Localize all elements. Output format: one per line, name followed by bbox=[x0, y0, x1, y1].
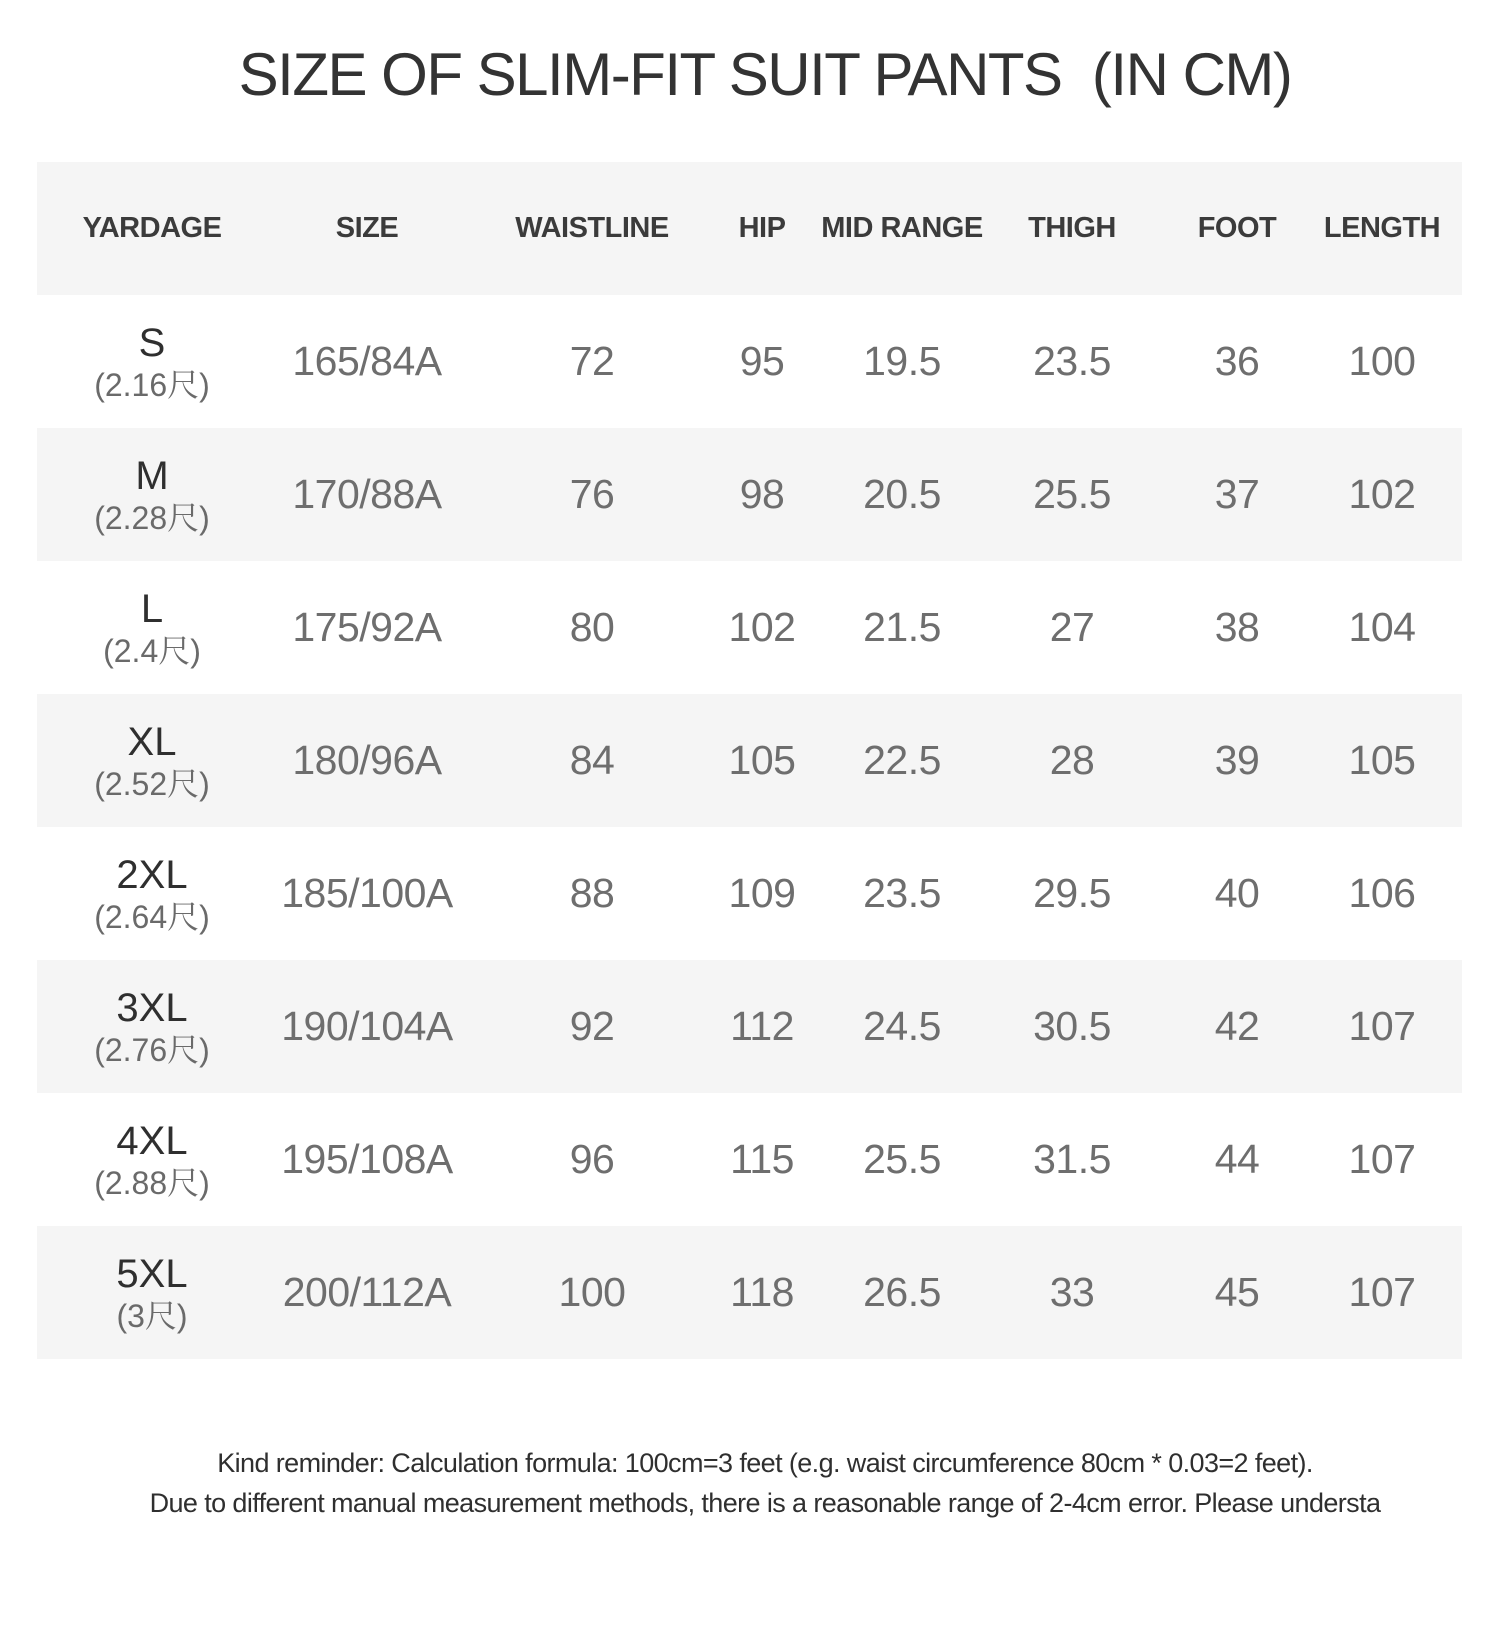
yardage-chi-measure: (2.76尺) bbox=[94, 1031, 210, 1068]
header-thigh: THIGH bbox=[1028, 212, 1116, 244]
cell-mid-range: 24.5 bbox=[863, 1003, 941, 1049]
cell-thigh: 29.5 bbox=[1033, 870, 1111, 916]
cell-thigh: 30.5 bbox=[1033, 1003, 1111, 1049]
cell-yardage bbox=[37, 561, 267, 694]
cell-waistline: 96 bbox=[569, 1136, 615, 1182]
cell-yardage bbox=[37, 428, 267, 561]
note-line-error: Due to different manual measurement methods, there is a reasonable range of 2-4cm error. Please understa bbox=[149, 1488, 1381, 1518]
cell-mid-range: 23.5 bbox=[863, 870, 941, 916]
cell-waistline: 100 bbox=[558, 1269, 626, 1315]
table-row bbox=[37, 561, 1462, 694]
cell-mid-range: 25.5 bbox=[863, 1136, 941, 1182]
yardage-code: 3XL bbox=[116, 985, 188, 1030]
cell-mid-range: 20.5 bbox=[863, 471, 941, 517]
cell-length: 100 bbox=[1348, 338, 1416, 384]
cell-foot: 37 bbox=[1214, 471, 1260, 517]
cell-foot: 36 bbox=[1214, 338, 1260, 384]
table-row bbox=[37, 1093, 1462, 1226]
cell-foot: 39 bbox=[1214, 737, 1260, 783]
yardage-chi-measure: (2.16尺) bbox=[94, 366, 210, 403]
kind-reminder-notes bbox=[0, 1443, 1500, 1523]
cell-length: 106 bbox=[1348, 870, 1416, 916]
table-body bbox=[37, 295, 1462, 1359]
cell-mid-range: 22.5 bbox=[863, 737, 941, 783]
cell-yardage bbox=[37, 694, 267, 827]
cell-size: 200/112A bbox=[282, 1269, 452, 1315]
table-row bbox=[37, 428, 1462, 561]
yardage-code: L bbox=[140, 586, 164, 631]
header-hip: HIP bbox=[738, 212, 786, 244]
cell-thigh: 33 bbox=[1049, 1269, 1095, 1315]
table-row bbox=[37, 960, 1462, 1093]
cell-length: 104 bbox=[1348, 604, 1416, 650]
yardage-code: 4XL bbox=[116, 1118, 188, 1163]
cell-foot: 45 bbox=[1214, 1269, 1260, 1315]
cell-yardage bbox=[37, 295, 267, 428]
header-length: LENGTH bbox=[1323, 212, 1441, 244]
cell-size: 190/104A bbox=[281, 1003, 453, 1049]
cell-hip: 109 bbox=[728, 870, 796, 916]
cell-hip: 112 bbox=[730, 1003, 794, 1049]
cell-yardage bbox=[37, 827, 267, 960]
cell-length: 105 bbox=[1348, 737, 1416, 783]
cell-waistline: 80 bbox=[569, 604, 615, 650]
yardage-code: S bbox=[138, 320, 166, 365]
note-line-formula: Kind reminder: Calculation formula: 100cm=3 feet (e.g. waist circumference 80cm * 0.03=2 feet). bbox=[217, 1448, 1313, 1478]
cell-hip: 115 bbox=[730, 1136, 794, 1182]
cell-thigh: 28 bbox=[1049, 737, 1095, 783]
header-foot: FOOT bbox=[1197, 212, 1277, 244]
yardage-code: 2XL bbox=[116, 852, 188, 897]
cell-size: 195/108A bbox=[281, 1136, 453, 1182]
cell-foot: 44 bbox=[1214, 1136, 1260, 1182]
cell-waistline: 84 bbox=[569, 737, 615, 783]
cell-waistline: 92 bbox=[569, 1003, 615, 1049]
yardage-chi-measure: (2.28尺) bbox=[94, 499, 210, 536]
header-size: SIZE bbox=[335, 212, 399, 244]
cell-foot: 38 bbox=[1214, 604, 1260, 650]
header-yardage: YARDAGE bbox=[82, 212, 222, 244]
cell-yardage bbox=[37, 960, 267, 1093]
cell-yardage bbox=[37, 1226, 267, 1359]
cell-waistline: 72 bbox=[569, 338, 615, 384]
cell-thigh: 25.5 bbox=[1033, 471, 1111, 517]
yardage-chi-measure: (2.4尺) bbox=[103, 632, 201, 669]
cell-hip: 105 bbox=[728, 737, 796, 783]
yardage-chi-measure: (2.64尺) bbox=[94, 898, 210, 935]
cell-length: 107 bbox=[1348, 1269, 1416, 1315]
cell-size: 185/100A bbox=[281, 870, 453, 916]
cell-waistline: 88 bbox=[569, 870, 615, 916]
cell-mid-range: 19.5 bbox=[863, 338, 941, 384]
cell-length: 107 bbox=[1348, 1136, 1416, 1182]
yardage-code: 5XL bbox=[116, 1251, 188, 1296]
yardage-chi-measure: (3尺) bbox=[116, 1297, 188, 1334]
cell-hip: 98 bbox=[739, 471, 785, 517]
cell-size: 175/92A bbox=[292, 604, 442, 650]
yardage-chi-measure: (2.88尺) bbox=[94, 1164, 210, 1201]
cell-mid-range: 21.5 bbox=[863, 604, 941, 650]
cell-thigh: 27 bbox=[1049, 604, 1095, 650]
header-mid-range: MID RANGE bbox=[821, 212, 983, 244]
table-row bbox=[37, 1226, 1462, 1359]
cell-length: 107 bbox=[1348, 1003, 1416, 1049]
cell-hip: 95 bbox=[739, 338, 785, 384]
cell-yardage bbox=[37, 1093, 267, 1226]
yardage-code: M bbox=[135, 453, 169, 498]
page-title: SIZE OF SLIM-FIT SUIT PANTS (IN CM) bbox=[238, 41, 1292, 108]
yardage-chi-measure: (2.52尺) bbox=[94, 765, 210, 802]
cell-size: 180/96A bbox=[292, 737, 442, 783]
cell-length: 102 bbox=[1348, 471, 1416, 517]
cell-waistline: 76 bbox=[569, 471, 615, 517]
cell-hip: 118 bbox=[730, 1269, 794, 1315]
table-row bbox=[37, 827, 1462, 960]
cell-size: 170/88A bbox=[292, 471, 442, 517]
size-chart-table bbox=[37, 162, 1462, 1359]
cell-hip: 102 bbox=[728, 604, 796, 650]
cell-thigh: 31.5 bbox=[1033, 1136, 1111, 1182]
table-row bbox=[37, 295, 1462, 428]
cell-size: 165/84A bbox=[292, 338, 442, 384]
cell-foot: 40 bbox=[1214, 870, 1260, 916]
cell-foot: 42 bbox=[1214, 1003, 1260, 1049]
header-waistline: WAISTLINE bbox=[515, 212, 669, 244]
cell-thigh: 23.5 bbox=[1033, 338, 1111, 384]
table-header-row bbox=[37, 162, 1462, 295]
yardage-code: XL bbox=[127, 719, 177, 764]
cell-mid-range: 26.5 bbox=[863, 1269, 941, 1315]
table-row bbox=[37, 694, 1462, 827]
